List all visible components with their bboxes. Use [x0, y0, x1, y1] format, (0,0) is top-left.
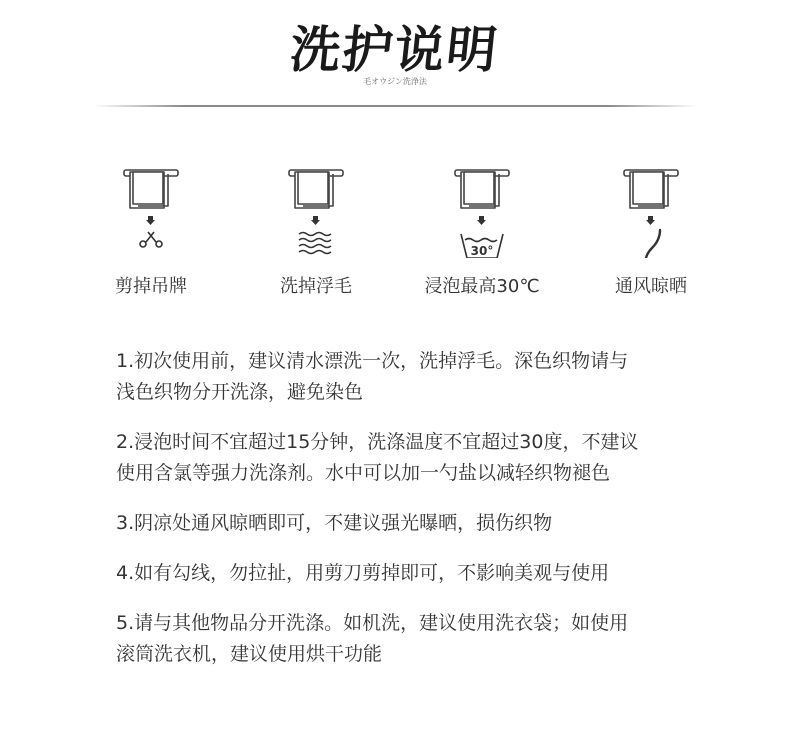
scissors-icon [140, 232, 162, 247]
care-icon-row [0, 158, 790, 308]
care-item-cut-tag [81, 158, 221, 298]
page-subtitle: 毛オウジン洗浄法 [363, 77, 427, 86]
tub-temperature-text: 30° [470, 244, 494, 258]
towel-hook-icon [616, 158, 686, 258]
instruction-item: 3.阴凉处通风晾晒即可，不建议强光曝晒，损伤织物 [116, 512, 553, 534]
care-item-soak-30 [412, 158, 552, 298]
care-label: 浸泡最高30℃ [424, 276, 540, 297]
instruction-item: 1.初次使用前，建议清水漂洗一次，洗掉浮毛。深色织物请与 浅色织物分开洗涤，避免染色 [116, 350, 629, 403]
towel-wash-tub-icon [447, 158, 517, 258]
instruction-item: 2.浸泡时间不宜超过15分钟，洗涤温度不宜超过30度，不建议 使用含氯等强力洗涤剂。水中可以加一勺盐以减轻织物褪色 [116, 431, 639, 484]
hook-icon [646, 230, 660, 258]
header-divider [93, 105, 698, 107]
care-label: 剪掉吊牌 [115, 276, 187, 297]
wave-icon [299, 233, 331, 254]
care-item-air-dry [581, 158, 721, 298]
instruction-item: 5.请与其他物品分开洗涤。如机洗，建议使用洗衣袋；如使用 滚筒洗衣机，建议使用烘干功能 [116, 612, 629, 665]
page-title: 洗护说明 [287, 20, 502, 79]
instruction-item: 4.如有勾线，勿拉扯，用剪刀剪掉即可，不影响美观与使用 [116, 562, 610, 584]
care-label: 洗掉浮毛 [280, 276, 352, 297]
care-label: 通风晾晒 [615, 276, 687, 297]
instruction-list [116, 346, 716, 689]
towel-wave-icon [281, 158, 351, 258]
care-item-wash-lint [246, 158, 386, 298]
towel-scissors-icon [116, 158, 186, 258]
